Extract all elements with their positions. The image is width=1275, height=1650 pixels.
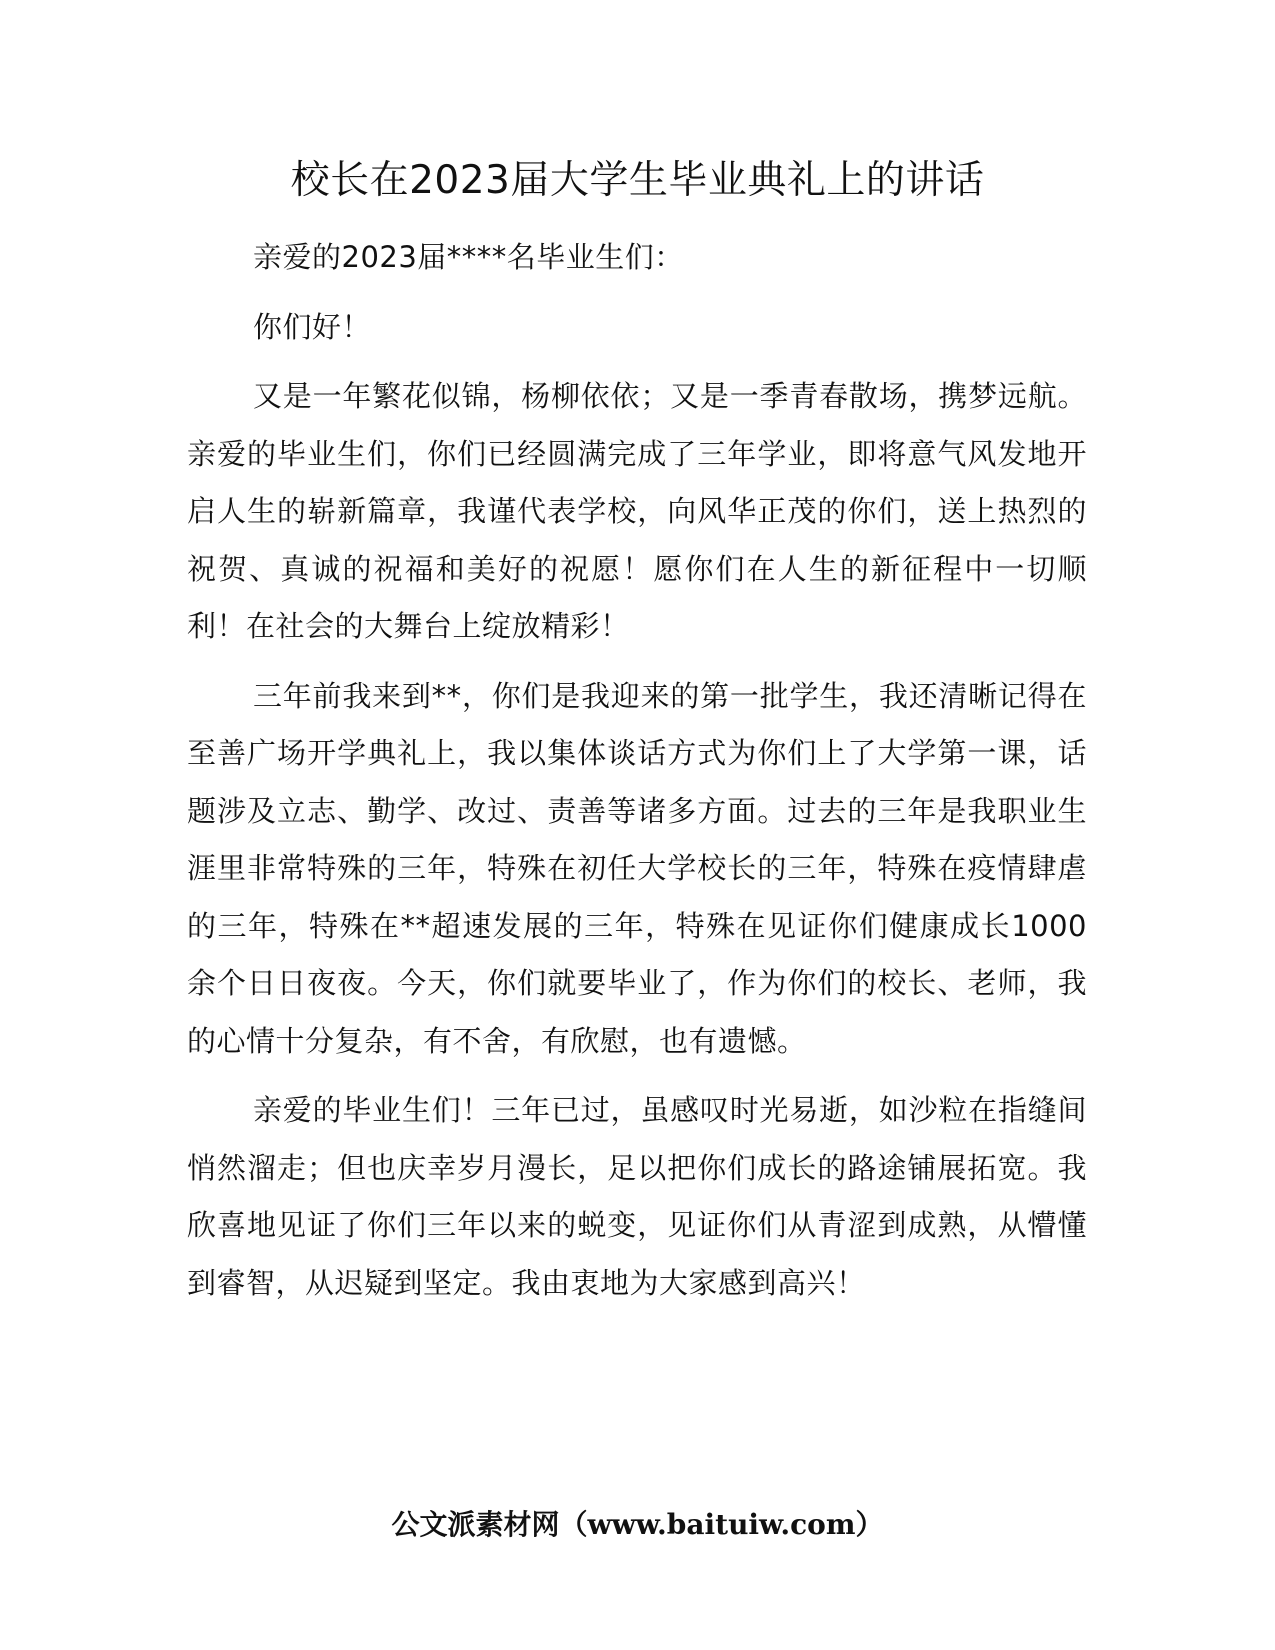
paragraph: 亲爱的毕业生们！三年已过，虽感叹时光易逝，如沙粒在指缝间悄然溜走；但也庆幸岁月漫长，足以把你们成长的路途铺展拓宽。我欣喜地见证了你们三年以来的蜕变，见证你们从青涩到成熟，从懵懂到睿智，从迟疑到坚定。我由衷地为大家感到高兴！ xyxy=(187,1093,1087,1300)
salutation: 亲爱的2023届****名毕业生们： xyxy=(253,240,684,274)
greeting: 你们好！ xyxy=(253,309,372,344)
document-title: 校长在2023届大学生毕业典礼上的讲话 xyxy=(290,158,985,203)
footer-watermark: 公文派素材网（www.baituiw.com） xyxy=(391,1508,884,1541)
paragraph: 又是一年繁花似锦，杨柳依依；又是一季青春散场，携梦远航。亲爱的毕业生们，你们已经圆满完成了三年学业，即将意气风发地开启人生的崭新篇章，我谨代表学校，向风华正茂的你们，送上热烈的祝贺、真诚的祝福和美好的祝愿！愿你们在人生的新征程中一切顺利！在社会的大舞台上绽放精彩！ xyxy=(187,379,1087,643)
document-body xyxy=(187,229,1087,1324)
paragraph: 三年前我来到**，你们是我迎来的第一批学生，我还清晰记得在至善广场开学典礼上，我以集体谈话方式为你们上了大学第一课，话题涉及立志、勤学、改过、责善等诸多方面。过去的三年是我职业生涯里非常特殊的三年，特殊在初任大学校长的三年，特殊在疫情肆虐的三年，特殊在**超速发展的三年，特殊在见证你们健康成长1000余个日日夜夜。今天，你们就要毕业了，作为你们的校长、老师，我的心情十分复杂，有不舍，有欣慰，也有遗憾。 xyxy=(187,678,1087,1058)
